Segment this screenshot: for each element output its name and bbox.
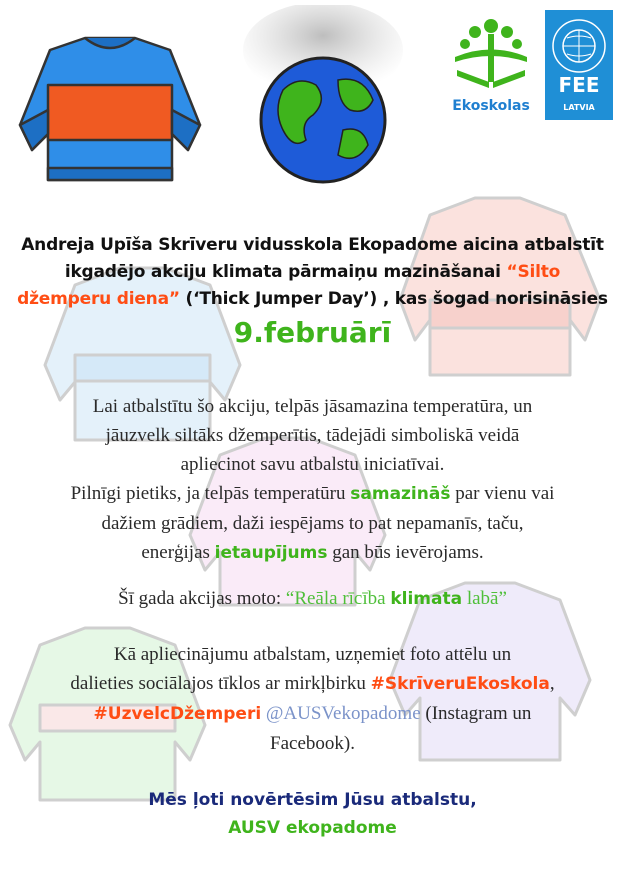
body-paragraph-2 bbox=[0, 640, 625, 758]
heading bbox=[0, 232, 625, 313]
ekoskolas-logo bbox=[445, 12, 537, 120]
body2-line-3-c: (Instagram un bbox=[420, 703, 532, 724]
heading-line-2 bbox=[0, 259, 625, 286]
body1-line-5: dažiem grādiem, daži iespējams to pat nepamanīs, taču, bbox=[101, 513, 524, 534]
body2-line-2-a: dalieties sociālajos tīklos ar mirkļbirku bbox=[70, 673, 371, 694]
body1-line-6-c: gan būs ievērojams. bbox=[327, 542, 484, 563]
body1-line-3: apliecinot savu atbalstu iniciatīvai. bbox=[180, 454, 445, 475]
body-paragraph-1 bbox=[0, 392, 625, 568]
jumper-illustration bbox=[10, 30, 210, 190]
body1-line-4-a: Pilnīgi pietiks, ja telpās temperatūru bbox=[70, 483, 351, 504]
event-name-part-2: džemperu diena” bbox=[17, 289, 180, 309]
body1-line-4 bbox=[0, 479, 625, 509]
motto-prefix: Šī gada akcijas moto: bbox=[118, 588, 286, 609]
heading-line-1: Andreja Upīša Skrīveru vidusskola Ekopadome aicina atbalstīt bbox=[21, 235, 604, 255]
ekoskolas-label: Ekoskolas bbox=[452, 98, 530, 114]
signature-line-2: AUSV ekopadome bbox=[228, 818, 397, 838]
fee-logo bbox=[545, 10, 613, 120]
body2-line-2-c: , bbox=[549, 673, 555, 694]
signature bbox=[0, 786, 625, 842]
body1-line-4-c: par vienu vai bbox=[450, 483, 555, 504]
motto-quote-1: “Reāla rīcība bbox=[285, 588, 391, 609]
hashtag-skriveru-ekoskola: #SkrīveruEkoskola bbox=[370, 674, 550, 694]
body2-line-1: Kā apliecinājumu atbalstam, uzņemiet foto attēlu un bbox=[113, 644, 512, 665]
heading-line-3 bbox=[0, 286, 625, 313]
body1-line-1: Lai atbalstītu šo akciju, telpās jāsamazina temperatūra, un bbox=[92, 396, 533, 417]
event-date: 9.februārī bbox=[233, 316, 392, 349]
motto-quote-3: labā” bbox=[462, 588, 507, 609]
body1-line-2: jāuzvelk siltāks džemperītis, tādejādi simboliskā veidā bbox=[105, 425, 520, 446]
motto-line bbox=[0, 584, 625, 614]
fee-label: FEE bbox=[558, 73, 600, 97]
keyword-savings: ietaupījums bbox=[214, 543, 328, 563]
body2-line-4: Facebook). bbox=[270, 733, 355, 754]
heading-line-2-text: ikgadējo akciju klimata pārmaiņu mazināšanai bbox=[64, 262, 507, 282]
motto-keyword: klimata bbox=[390, 589, 463, 609]
body1-line-6-a: enerģijas bbox=[141, 542, 215, 563]
heading-line-3-text: (‘Thick Jumper Day’) , kas šogad norisināsies bbox=[179, 289, 608, 309]
earth-globe-icon bbox=[238, 5, 408, 195]
instagram-handle: @AUSVekopadome bbox=[261, 703, 421, 724]
body1-line-6 bbox=[0, 538, 625, 568]
keyword-reduce: samazināš bbox=[350, 484, 451, 504]
body2-line-3 bbox=[0, 699, 625, 729]
fee-country-label: LATVIA bbox=[563, 103, 595, 112]
event-name-part-1: “Silto bbox=[506, 262, 561, 282]
body2-line-2 bbox=[0, 669, 625, 699]
hashtag-uzvelc-dzemperi: #UzvelcDžemperi bbox=[93, 704, 262, 724]
signature-line-1: Mēs ļoti novērtēsim Jūsu atbalstu, bbox=[148, 790, 477, 810]
